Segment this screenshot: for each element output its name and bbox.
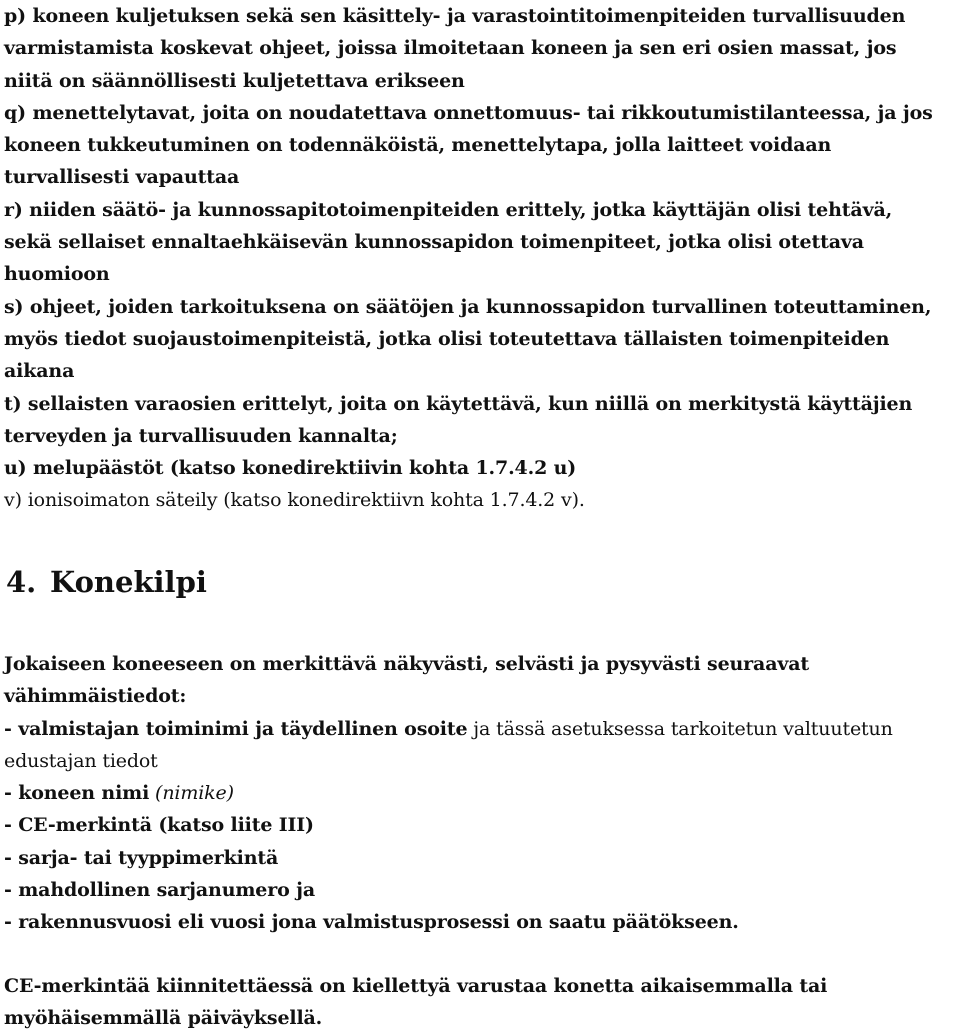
requirement-item: - rakennusvuosi eli vuosi jona valmistusprosessi on saatu päätökseen. [4,911,739,934]
requirement-item: - sarja- tai tyyppimerkintä [4,846,279,869]
requirement-item-continued: edustajan tiedot [4,749,158,772]
list-line: aikana [4,360,75,383]
section-title: Konekilpi [50,565,207,599]
ce-marking-note [4,970,827,1035]
requirement-item-bold: - valmistajan toiminimi ja täydellinen osoite [4,717,468,740]
requirement-item-bold: - koneen nimi [4,782,150,805]
list-line: niitä on säännöllisesti kuljetettava erikseen [4,69,465,92]
list-line: varmistamista koskevat ohjeet, joissa ilmoitetaan koneen ja sen eri osien massat, jos [4,37,897,60]
note-line: CE-merkintää kiinnitettäessä on kiellettyä varustaa konetta aikaisemmalla tai [4,975,828,997]
intro-line: Jokaiseen koneeseen on merkittävä näkyvästi, selvästi ja pysyvästi seuraavat [4,653,810,675]
requirement-item-rest: ja tässä asetuksessa tarkoitetun valtuutetun [467,717,893,740]
section-number: 4. [6,565,37,599]
instruction-list [4,0,933,517]
list-line: sekä sellaiset ennaltaehkäisevän kunnossapidon toimenpiteet, jotka olisi otettava [4,231,864,254]
list-line: koneen tukkeutuminen on todennäköistä, menettelytapa, jolla laitteet voidaan [4,134,832,157]
list-line: huomioon [4,263,110,286]
nameplate-requirements [4,648,893,939]
intro-line: vähimmäistiedot: [4,685,187,708]
list-line: t) sellaisten varaosien erittelyt, joita on käytettävä, kun niillä on merkitystä käyttäjien [4,392,913,415]
section-heading [4,562,207,602]
requirement-item [4,713,893,745]
list-line: r) niiden säätö- ja kunnossapitotoimenpiteiden erittely, jotka käyttäjän olisi tehtävä, [4,198,893,221]
note-line: myöhäisemmällä päiväyksellä. [4,1007,323,1030]
requirement-item: - mahdollinen sarjanumero ja [4,879,315,902]
list-line: s) ohjeet, joiden tarkoituksena on säätöjen ja kunnossapidon turvallinen toteuttaminen, [4,295,932,318]
list-line: terveyden ja turvallisuuden kannalta; [4,424,398,447]
requirement-item-rest: (nimike) [149,782,234,805]
requirement-item: - CE-merkintä (katso liite III) [4,814,314,837]
list-line: myös tiedot suojaustoimenpiteistä, jotka olisi toteutettava tällaisten toimenpiteiden [4,327,890,350]
list-line: q) menettelytavat, joita on noudatettava onnettomuus- tai rikkoutumistilanteessa, ja jos [4,101,933,124]
list-line-last: v) ionisoimaton säteily (katso konedirektiivn kohta 1.7.4.2 v). [4,489,585,512]
requirement-item [4,777,893,809]
list-line: u) melupäästöt (katso konedirektiivin kohta 1.7.4.2 u) [4,457,577,480]
list-line: p) koneen kuljetuksen sekä sen käsittely- ja varastointitoimenpiteiden turvallisuuden [4,5,906,27]
list-line: turvallisesti vapauttaa [4,166,240,189]
